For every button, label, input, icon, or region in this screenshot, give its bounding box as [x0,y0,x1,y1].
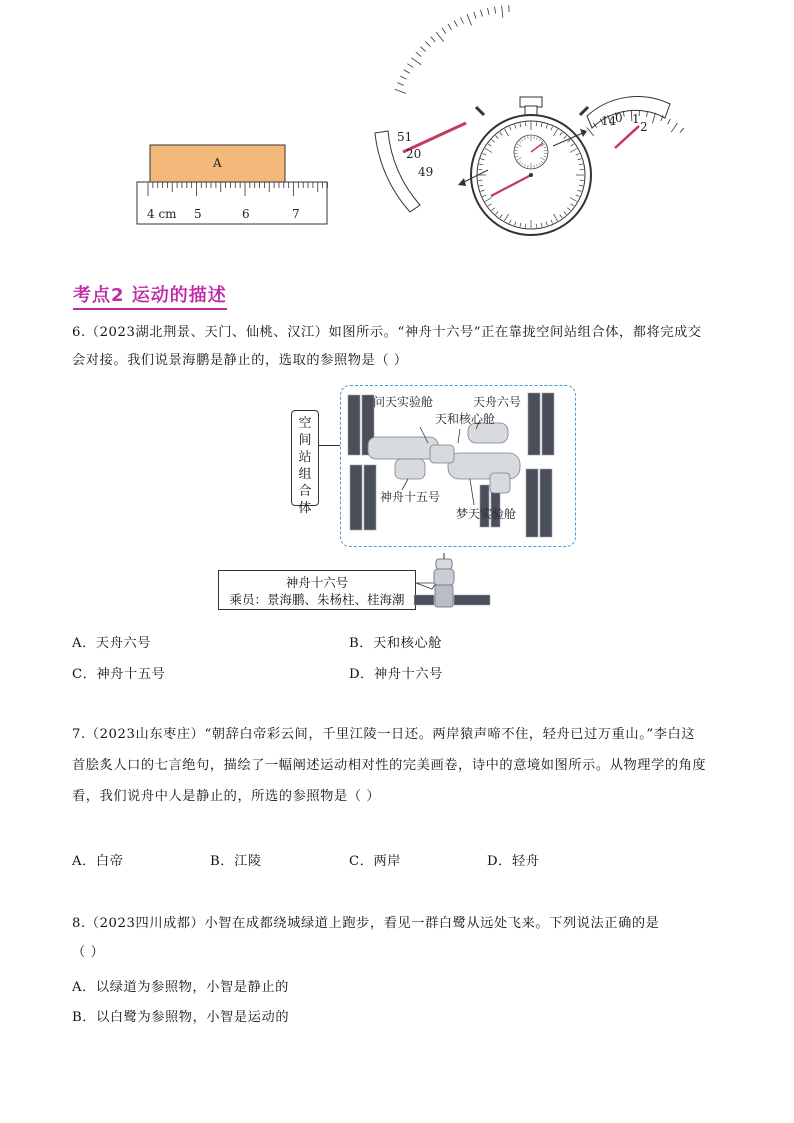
crew-title: 神舟十六号 [285,575,349,590]
tick-mark [404,70,410,73]
vernier-label-20: 20 [406,147,422,161]
ruler-label-4cm: 4 cm [147,207,177,221]
q7-option-c[interactable]: C．两岸 [349,854,402,869]
crew-names: 乘员：景海鹏、朱杨柱、桂海潮 [229,592,405,607]
q6-option-c[interactable]: C．神舟十五号 [72,667,166,682]
label-tianhe: 天和核心舱 [435,412,496,426]
q7-option-a[interactable]: A．白帝 [72,854,124,869]
q6-line-1: 6.（2023湖北荆景、天门、仙桃、汉江）如图所示。“神舟十六号”正在靠拢空间站组合体，都将完成交 [72,325,702,340]
small-dial-pointer [615,126,639,148]
tick-mark [481,10,483,17]
q8-line-1: 8.（2023四川成都）小智在成都绕城绿道上跑步，看见一群白鹭从远处飞来。下列说法正确的是 [72,916,660,931]
tick-mark [400,76,406,79]
tick-mark [420,47,425,52]
label-tianzhou: 天舟六号 [473,395,522,409]
small-dial-label-14: 14 [601,114,617,128]
tick-mark [436,32,443,41]
tick-mark [668,119,671,124]
tick-mark [652,113,655,124]
section-title: 考点2 运动的描述 [73,281,227,310]
tick-mark [442,28,446,34]
ruler-label-5: 5 [194,207,202,221]
small-dial-label-1: 1 [632,112,640,126]
label-mengtian: 梦天实验舱 [456,507,517,521]
q8-option-a[interactable]: A．以绿道为参照物，小智是静止的 [72,980,289,995]
small-dial-label-2: 2 [640,120,648,134]
q8-option-b[interactable]: B．以白鹭为参照物，小智是运动的 [72,1010,290,1025]
tick-mark [425,42,430,47]
tick-mark [448,24,452,30]
tick-mark [454,20,457,26]
tick-mark [647,111,648,117]
q7-option-d[interactable]: D．轻舟 [487,854,540,869]
block-a-label: A [213,156,222,170]
q7-line-1: 7.（2023山东枣庄）“朝辞白帝彩云间，千里江陵一日还。两岸猿声啼不住，轻舟已过万重山。”李白这 [72,727,696,742]
measurement-figures [0,0,794,250]
tick-mark [495,7,496,14]
tick-mark [461,17,464,23]
vernier-label-51: 51 [397,130,413,144]
small-dial [587,97,670,128]
tick-mark [467,14,471,25]
ruler-label-7: 7 [292,207,300,221]
shenzhou16-illustration [414,553,494,617]
q7-line-2: 首脍炙人口的七言绝句，描绘了一幅阐述运动相对性的完美画卷，诗中的意境如图所示。从物理学的角度 [72,758,707,773]
tick-mark [431,37,436,42]
tick-mark [671,123,677,132]
vernier-label-49: 49 [418,165,434,179]
tick-mark [587,128,594,136]
tick-mark [416,52,421,56]
tick-mark [411,58,421,65]
tick-mark [395,89,406,93]
tick-mark [488,8,490,15]
stopwatch [471,97,591,235]
space-station-side-label: 空间站组合体 [291,410,319,506]
q7-line-3: 看，我们说舟中人是静止的，所选的参照物是（ ） [72,789,381,804]
space-station-illustration [340,385,576,547]
q6-option-d[interactable]: D．神舟十六号 [349,667,443,682]
side-label-connector [319,445,341,446]
tick-mark [502,6,503,18]
q6-option-a[interactable]: A．天舟六号 [72,636,152,651]
q6-line-2: 会对接。我们说景海鹏是静止的，选取的参照物是（ ） [72,353,408,368]
small-dial-label-0: 0 [615,111,623,125]
crew-info-box [218,570,416,610]
q7-option-b[interactable]: B．江陵 [210,854,262,869]
q8-line-2: （ ） [72,945,105,960]
tick-mark [680,128,684,133]
label-shenzhou15: 神舟十五号 [380,490,441,504]
label-wentian: 问天实验舱 [373,395,434,409]
tick-mark [397,83,403,86]
tick-mark [474,12,476,19]
q6-option-b[interactable]: B．天和核心舱 [349,636,443,651]
ruler-label-6: 6 [242,207,250,221]
tick-mark [407,64,413,68]
